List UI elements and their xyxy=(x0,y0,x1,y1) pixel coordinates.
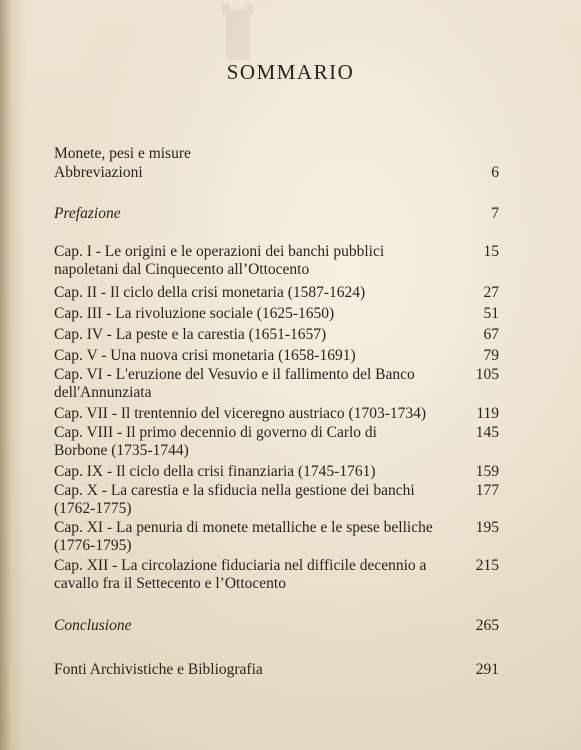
toc-entry-page: 195 xyxy=(475,519,499,536)
toc-entry-label: Fonti Archivistiche e Bibliografia xyxy=(54,661,263,678)
toc-entry-chapter-12 xyxy=(54,557,499,592)
toc-entry-bibliografia xyxy=(54,661,499,679)
toc-entry-label: Prefazione xyxy=(54,205,121,222)
toc-entry-chapter-10 xyxy=(54,482,499,517)
toc-entry-label: Cap. X - La carestia e la sfiducia nella gestione dei banchi (1762-1775) xyxy=(54,482,415,517)
toc-entry-page: 177 xyxy=(475,482,499,499)
toc-entry-monete xyxy=(54,145,499,163)
toc-entry-label: Cap. VIII - Il primo decennio di governo di Carlo di Borbone (1735-1744) xyxy=(54,424,377,459)
toc-entry-page: 6 xyxy=(491,164,499,181)
toc-entry-chapter-5 xyxy=(54,347,499,365)
toc-entry-chapter-4 xyxy=(54,326,499,344)
toc-entry-page: 119 xyxy=(476,405,499,422)
toc-entry-chapter-3 xyxy=(54,305,499,323)
toc-entry-page: 67 xyxy=(483,326,499,343)
toc-entry-label: Cap. III - La rivoluzione sociale (1625-1650) xyxy=(54,305,335,322)
toc-entry-abbreviazioni xyxy=(54,164,499,182)
toc-entry-page: 27 xyxy=(483,284,499,301)
toc-entry-label: Monete, pesi e misure xyxy=(54,145,191,162)
toc-entry-label: Cap. I - Le origini e le operazioni dei banchi pubblici napoletani dal Cinquecento all’Ottocento xyxy=(54,243,385,278)
tower-watermark-icon xyxy=(218,0,258,60)
toc-entry-label: Cap. V - Una nuova crisi monetaria (1658-1691) xyxy=(54,347,356,364)
toc-entry-label: Cap. IX - Il ciclo della crisi finanziaria (1745-1761) xyxy=(54,463,376,480)
toc-entry-chapter-1 xyxy=(54,243,499,278)
toc-entry-page: 51 xyxy=(483,305,499,322)
toc-entry-page: 159 xyxy=(475,463,499,480)
page-title: SOMMARIO xyxy=(226,60,355,84)
toc-entry-prefazione xyxy=(54,205,499,223)
toc-entry-label: Abbreviazioni xyxy=(54,164,143,181)
toc-entry-page: 105 xyxy=(475,366,499,383)
toc-entry-chapter-6 xyxy=(54,366,499,401)
toc-entry-page: 15 xyxy=(483,243,499,260)
spine-shadow xyxy=(0,0,26,750)
toc-entry-page: 265 xyxy=(475,617,499,634)
toc-entry-label: Cap. VII - Il trentennio del viceregno austriaco (1703-1734) xyxy=(54,405,427,422)
toc-entry-chapter-7 xyxy=(54,405,499,423)
toc-entry-label: Cap. II - Il ciclo della crisi monetaria (1587-1624) xyxy=(54,284,366,301)
toc-entry-chapter-8 xyxy=(54,424,499,459)
toc-entry-label: Cap. XI - La penuria di monete metalliche e le spese belliche (1776-1795) xyxy=(54,519,433,554)
toc-entry-chapter-9 xyxy=(54,463,499,481)
toc-entry-page: 7 xyxy=(491,205,499,222)
toc-entry-page: 291 xyxy=(475,661,499,678)
toc-entry-page: 145 xyxy=(475,424,499,441)
toc-entry-label: Cap. VI - L'eruzione del Vesuvio e il fallimento del Banco dell'Annunziata xyxy=(54,366,415,401)
toc-entry-chapter-11 xyxy=(54,519,499,554)
toc-entry-label: Cap. IV - La peste e la carestia (1651-1657) xyxy=(54,326,327,343)
toc-entry-chapter-2 xyxy=(54,284,499,302)
toc-entry-page: 215 xyxy=(475,557,499,574)
toc-entry-label: Cap. XII - La circolazione fiduciaria nel difficile decennio a cavallo fra il Settecento e l’Ottocento xyxy=(54,557,427,592)
toc-entry-conclusione xyxy=(54,617,499,635)
toc-entry-label: Conclusione xyxy=(54,617,132,634)
toc-entry-page: 79 xyxy=(483,347,499,364)
